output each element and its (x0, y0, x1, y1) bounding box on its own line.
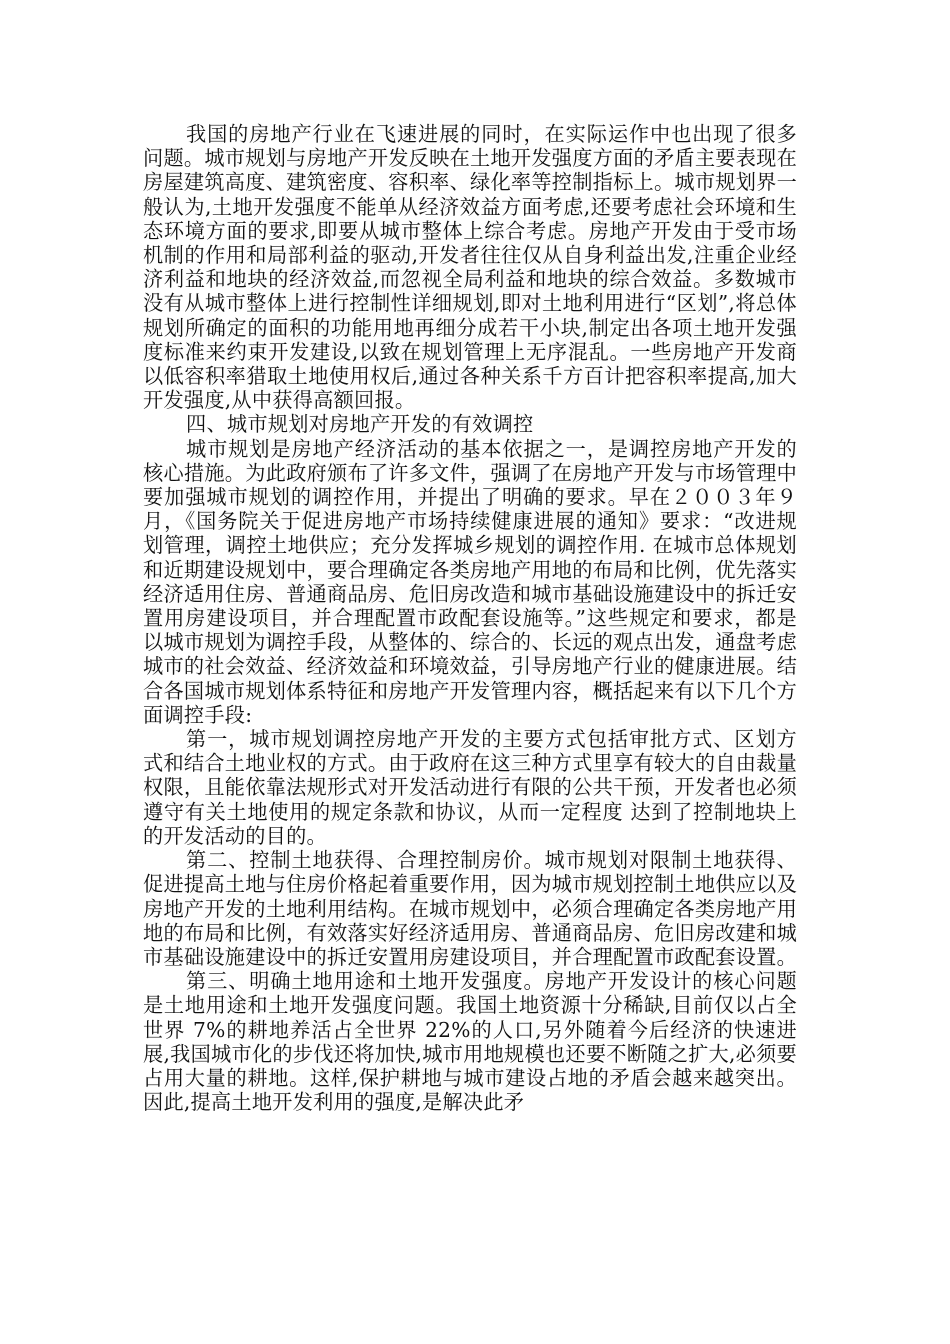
body-paragraph: 我国的房地产行业在飞速进展的同时，在实际运作中也出现了很多问题。城市规划与房地产开发反映在土地开发强度方面的矛盾主要表现在房屋建筑高度、建筑密度、容积率、绿化率等控制指标上。城市规划界一般认为,土地开发强度不能单从经济效益方面考虑,还要考虑社会环境和生态环境方面的要求,即要从城市整体上综合考虑。房地产开发由于受市场机制的作用和局部利益的驱动,开发者往往仅从自身利益出发,注重企业经济利益和地块的经济效益,而忽视全局利益和地块的综合效益。多数城市没有从城市整体上进行控制性详细规划,即对土地利用进行“区划”,将总体规划所确定的面积的功能用地再细分成若干小块,制定出各项土地开发强度标准来约束开发建设,以致在规划管理上无序混乱。一些房地产开发商以低容积率猎取土地使用权后,通过各种关系千方百计把容积率提高,加大开发强度,从中获得高额回报。 (143, 122, 798, 413)
body-paragraph: 城市规划是房地产经济活动的基本依据之一，是调控房地产开发的核心措施。为此政府颁布了许多文件，强调了在房地产开发与市场管理中要加强城市规划的调控作用，并提出了明确的要求。早在２００３年９月，《国务院关于促进房地产市场持续健康进展的通知》要求：“改进规划管理，调控土地供应；充分发挥城乡规划的调控作用. 在城市总体规划和近期建设规划中，要合理确定各类房地产用地的布局和比例，优先落实经济适用住房、普通商品房、危旧房改造和城市基础设施建设中的拆迁安置用房建设项目，并合理配置市政配套设施等。”这些规定和要求，都是以城市规划为调控手段，从整体的、综合的、长远的观点出发，通盘考虑城市的社会效益、经济效益和环境效益，引导房地产行业的健康进展。结合各国城市规划体系特征和房地产开发管理内容，概括起来有以下几个方面调控手段: (143, 436, 798, 727)
document-page (143, 122, 797, 1114)
body-paragraph: 第二、控制土地获得、合理控制房价。城市规划对限制土地获得、促进提高土地与住房价格起着重要作用，因为城市规划控制土地供应以及房地产开发的土地利用结构。在城市规划中，必须合理确定各类房地产用地的布局和比例，有效落实好经济适用房、普通商品房、危旧房改建和城市基础设施建设中的拆迁安置用房建设项目，并合理配置市政配套设置。 (143, 848, 798, 969)
body-paragraph: 第三、明确土地用途和土地开发强度。房地产开发设计的核心问题是土地用途和土地开发强度问题。我国土地资源十分稀缺,目前仅以占全世界 7%的耕地养活占全世界 22%的人口,另外随着今后经济的快速进展,我国城市化的步伐还将加快,城市用地规模也还要不断随之扩大,必须要占用大量的耕地。这样,保护耕地与城市建设占地的矛盾会越来越突出。因此,提高土地开发利用的强度,是解决此矛 (143, 969, 797, 1115)
section-heading: 四、城市规划对房地产开发的有效调控 (186, 412, 534, 437)
body-paragraph: 第一，城市规划调控房地产开发的主要方式包括审批方式、区划方式和结合土地业权的方式。由于政府在这三种方式里享有较大的自由裁量权限，且能依靠法规形式对开发活动进行有限的公共干预，开发者也必须遵守有关土地使用的规定条款和协议，从而一定程度 达到了控制地块上的开发活动的目的。 (143, 727, 798, 848)
